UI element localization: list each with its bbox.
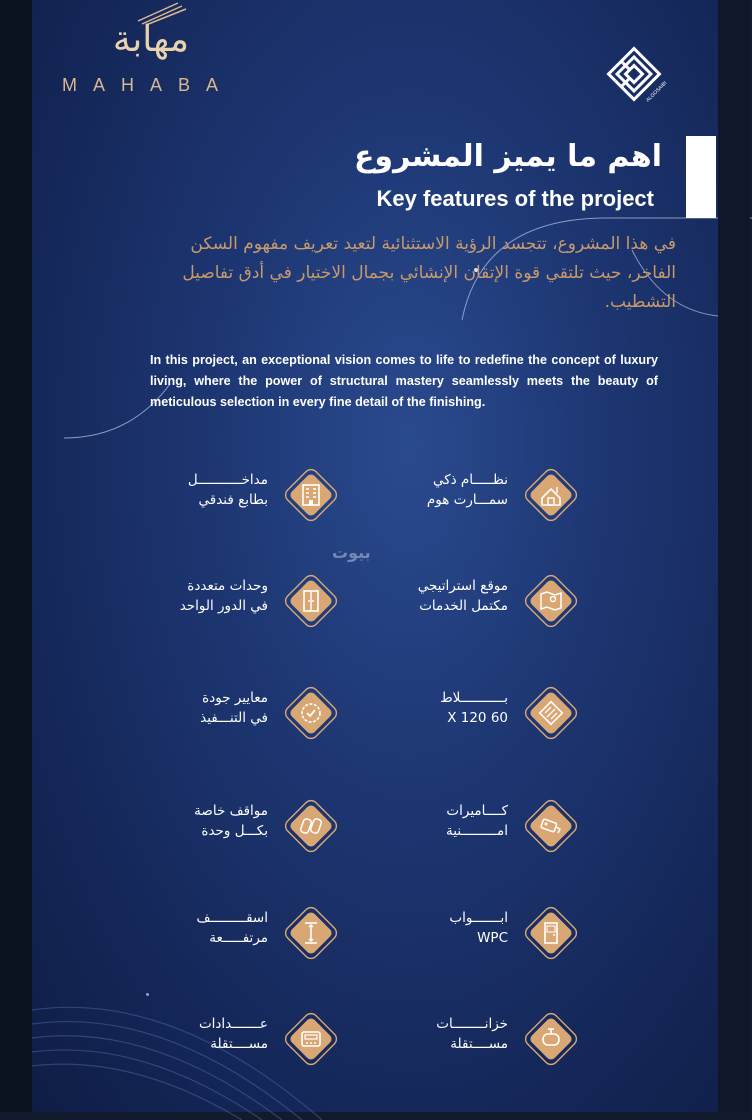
page-title-arabic: اهم ما يميز المشروع [353,139,662,174]
feature-label: بـــــــــــلاط 60 X 120 [440,690,508,726]
door-panel-icon [524,906,578,960]
description-english: In this project, an exceptional vision comes to life to redefine the concept of luxury living, where the power of structural mastery seamlessly meets the beauty of meticulous selection in every fine detail of the finishing. [150,353,658,409]
feature-label: كــــاميرات امـــــــــنية [446,803,508,839]
brand-logo-arabic: مهابة [112,19,190,60]
feature-label: اسقـــــــــف مرتفـــــعة [196,910,268,946]
feature-label: ابـــــــواب WPC [449,910,508,946]
feature-label: موقع استراتيجي مكتمل الخدمات [417,578,508,614]
feature-label: خزانــــــــات مســــتقلة [436,1016,508,1052]
title-accent-bar [686,136,716,218]
feature-item [156,793,456,873]
feature-label: نظـــــام ذكي سمـــارت هوم [426,472,508,508]
door-icon [284,574,338,628]
developer-logo-icon [604,44,669,104]
feature-label: مواقف خاصة بكـــل وحدة [194,803,268,839]
parking-icon [284,799,338,853]
right-margin [718,0,750,1112]
feature-label: عـــــــدادات مســــتقلة [198,1016,268,1052]
map-icon [524,574,578,628]
feature-item [156,680,456,760]
description-arabic: في هذا المشروع، تتجسد الرؤية الاستثنائية لتعيد تعريف مفهوم السكن الفاخر، حيث تلتقي قوة الإتقان الإنشائي بجمال الاختيار في أدق تفاصيل التشطيب. [182,234,676,312]
meter-icon [284,1012,338,1066]
decorative-dot [146,993,149,996]
feature-item [156,900,456,980]
feature-item [156,462,456,542]
feature-item [156,1006,456,1086]
camera-icon [524,799,578,853]
feature-label: مداخـــــــــــل بطابع فندقي [187,472,268,508]
page-title-english: Key features of the project [376,186,654,211]
building-icon [284,468,338,522]
developer-logo-text: ALGOSAIBI [645,80,669,104]
brand-logo-english: MAHABA [62,75,235,95]
feature-label: معايير جودة في التنـــفيذ [200,690,268,726]
tiles-icon [524,686,578,740]
watermark-text: بيوت [332,543,371,562]
feature-label: وحدات متعددة في الدور الواحد [179,578,268,614]
water-tank-icon [524,1012,578,1066]
smart-home-icon [524,468,578,522]
quality-badge-icon [284,686,338,740]
ceiling-height-icon [284,906,338,960]
feature-item [156,568,456,648]
